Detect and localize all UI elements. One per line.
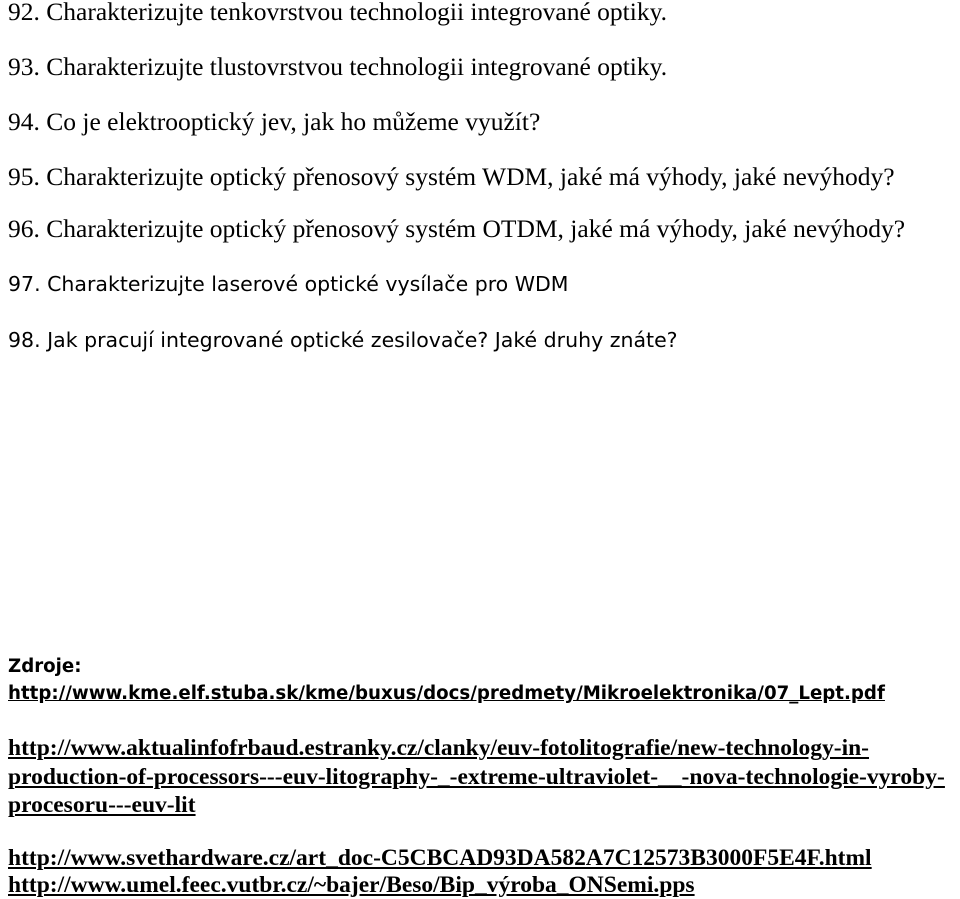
- source-link-text-line-1[interactable]: http://www.aktualinfofrbaud.estranky.cz/clanky/euv-fotolitografie/new-technology-in-: [8, 735, 869, 761]
- sources-heading: Zdroje:: [8, 656, 82, 677]
- question-97: 97. Charakterizujte laserové optické vysílače pro WDM: [8, 272, 569, 296]
- question-96: 96. Charakterizujte optický přenosový systém OTDM, jaké má výhody, jaké nevýhody?: [8, 214, 906, 243]
- question-94: 94. Co je elektrooptický jev, jak ho můžeme využít?: [8, 107, 541, 136]
- source-link-text[interactable]: http://www.kme.elf.stuba.sk/kme/buxus/docs/predmety/Mikroelektronika/07_Lept.pdf: [8, 683, 885, 704]
- source-link-umel-vutbr[interactable]: [8, 873, 695, 897]
- question-95: 95. Charakterizujte optický přenosový systém WDM, jaké má výhody, jaké nevýhody?: [8, 162, 895, 191]
- question-98: 98. Jak pracují integrované optické zesilovače? Jaké druhy znáte?: [8, 328, 678, 352]
- source-link-text[interactable]: http://www.umel.feec.vutbr.cz/~bajer/Beso/Bip_výroba_ONSemi.pps: [8, 872, 695, 898]
- source-link-text-line-2[interactable]: production-of-processors---euv-litography-_-extreme-ultraviolet-__-nova-technologie-vyroby-: [8, 763, 945, 790]
- source-link-aktualinfofrbaud[interactable]: [8, 734, 945, 820]
- source-link-svethardware[interactable]: [8, 846, 872, 870]
- source-link-text-line-3[interactable]: procesoru---euv-lit: [8, 792, 196, 818]
- question-93: 93. Charakterizujte tlustovrstvou technologii integrované optiky.: [8, 52, 668, 81]
- question-92: 92. Charakterizujte tenkovrstvou technologii integrované optiky.: [8, 0, 668, 26]
- source-link-kme-stuba[interactable]: [8, 683, 885, 705]
- source-link-text[interactable]: http://www.svethardware.cz/art_doc-C5CBCAD93DA582A7C12573B3000F5E4F.html: [8, 845, 872, 871]
